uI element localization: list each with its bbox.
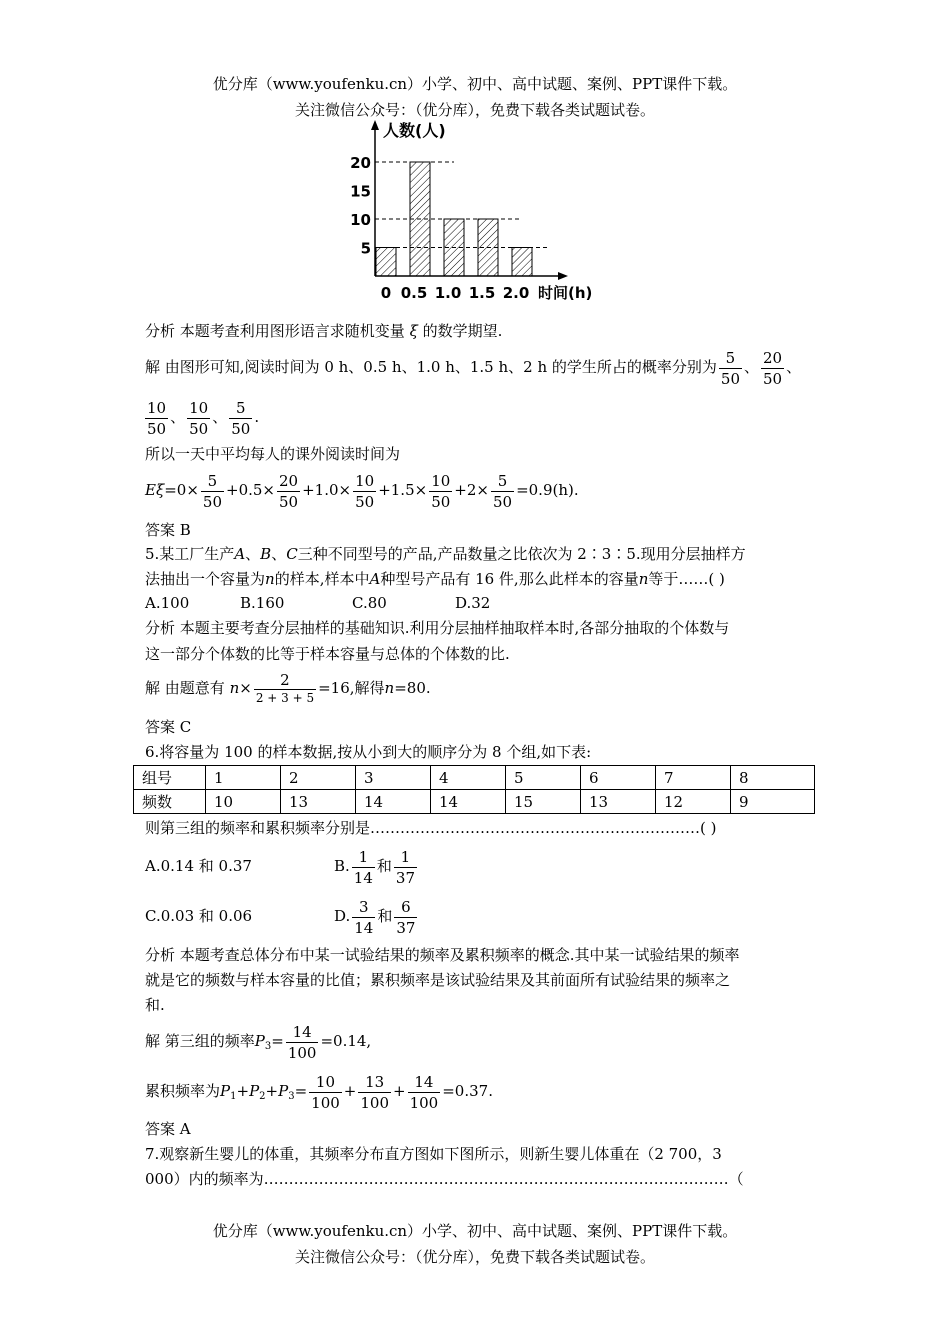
q5-option-c: C.80	[352, 594, 387, 612]
q6-analysis-line-2: 就是它的频数与样本容量的比值；累积频率是该试验结果及其前面所有试验结果的频率之	[145, 971, 731, 989]
y-tick-label: 20	[350, 154, 371, 172]
table-cell: 14	[356, 790, 431, 814]
q7-stem-line-2: 000）内的频率为…………………………………………………………………………………（	[145, 1170, 744, 1188]
q6-analysis-line-1: 分析 本题考查总体分布中某一试验结果的频率及累积频率的概念.其中某一试验结果的频率	[145, 946, 740, 964]
table-row-frequency	[134, 790, 815, 814]
q5-option-b: B.160	[240, 594, 285, 612]
footer-line-2: 关注微信公众号：（优分库），免费下载各类试题试卷。	[294, 1248, 655, 1266]
y-tick-label: 15	[350, 182, 371, 201]
table-cell: 3	[356, 766, 431, 790]
q5-stem-line-1: 5.某工厂生产A、B、C三种不同型号的产品,产品数量之比依次为 2∶3∶5.现用分层抽样方	[145, 545, 746, 563]
table-cell: 7	[656, 766, 731, 790]
table-cell: 频数	[134, 790, 206, 814]
table-cell: 1	[206, 766, 281, 790]
q6-answer: 答案 A	[145, 1120, 191, 1138]
x-tick-label: 1.0	[434, 284, 462, 302]
q4-answer: 答案 B	[145, 521, 191, 539]
q5-option-d: D.32	[455, 594, 491, 612]
q6-option-a: A.0.14 和 0.37	[145, 857, 252, 875]
footer-line-1: 优分库（www.youfenku.cn）小学、初中、高中试题、案例、PPT课件下载。	[212, 1222, 738, 1240]
y-axis-arrow	[371, 120, 379, 130]
y-tick-label: 10	[350, 211, 371, 229]
x-tick-label: 0.5	[400, 284, 428, 302]
y-axis-label: 人数(人)	[383, 121, 446, 140]
table-cell: 5	[506, 766, 581, 790]
table-cell: 10	[206, 790, 281, 814]
q6-stem: 6.将容量为 100 的样本数据,按从小到大的顺序分为 8 个组,如下表:	[145, 743, 592, 761]
q4-analysis: 分析 本题考查利用图形语言求随机变量 ξ 的数学期望.	[145, 322, 503, 340]
q6-solution-line-2: 累积频率为$P_1+P_2+P_3=$ $\frac{10}{100}$ + $\frac{13}{100}$ + $\frac{14}{100}$ =0.37.	[145, 1072, 493, 1112]
table-cell: 14	[431, 790, 506, 814]
table-cell: 2	[281, 766, 356, 790]
x-tick-label: 0	[380, 284, 392, 302]
bar-2.0	[512, 248, 532, 277]
table-cell: 6	[581, 766, 656, 790]
q5-answer: 答案 C	[145, 718, 192, 736]
table-row-group-number	[134, 766, 815, 790]
q6-option-c: C.0.03 和 0.06	[145, 907, 253, 925]
q4-expectation: Eξ=0× $\frac{5}{50}$ +0.5× $\frac{20}{50}$ +1.0× $\frac{10}{50}$ +1.5× $\frac{10}{50}$ +2× $\frac{5}{50}$ =0.9(h).	[145, 471, 579, 511]
x-axis-label: 时间(h)	[538, 284, 593, 302]
q6-question: 则第三组的频率和累积频率分别是…………………………………………………………( )	[145, 819, 717, 837]
y-tick-label: 5	[360, 239, 371, 258]
x-axis-arrow	[558, 272, 568, 280]
table-cell: 8	[731, 766, 815, 790]
table-cell: 9	[731, 790, 815, 814]
header-line-1: 优分库（www.youfenku.cn）小学、初中、高中试题、案例、PPT课件下载。	[212, 75, 738, 93]
table-cell: 4	[431, 766, 506, 790]
q6-option-b: B. $\frac{1}{14}$ 和 $\frac{1}{37}$	[334, 847, 415, 887]
q4-average-text: 所以一天中平均每人的课外阅读时间为	[145, 445, 401, 463]
header-line-2: 关注微信公众号：（优分库），免费下载各类试题试卷。	[294, 101, 655, 119]
bar-0	[376, 248, 396, 277]
q5-stem-line-2: 法抽出一个容量为n的样本,样本中A种型号产品有 16 件,那么此样本的容量n等于……( )	[145, 570, 725, 588]
q7-stem-line-1: 7.观察新生婴儿的体重，其频率分布直方图如下图所示，则新生婴儿体重在（2 700，3	[145, 1145, 722, 1163]
q5-analysis-line-2: 这一部分个体数的比等于样本容量与总体的个体数的比.	[145, 645, 510, 663]
table-cell: 13	[581, 790, 656, 814]
q5-analysis-line-1: 分析 本题主要考查分层抽样的基础知识.利用分层抽样抽取样本时,各部分抽取的个体数与	[145, 619, 730, 637]
reading-time-histogram	[340, 118, 610, 306]
q5-solution: 解 由题意有 n× $\frac{2}{2 + 3 + 5}$ =16,解得n=80.	[145, 670, 431, 705]
table-cell: 13	[281, 790, 356, 814]
q6-analysis-line-3: 和.	[145, 996, 165, 1014]
q4-solution-line-2: $\frac{10}{50}$ 、 $\frac{10}{50}$ 、 $\frac{5}{50}$ .	[147, 398, 260, 438]
x-tick-label: 2.0	[502, 284, 530, 302]
x-tick-label: 1.5	[468, 284, 496, 302]
q5-option-a: A.100	[145, 594, 190, 612]
q6-option-d: D. $\frac{3}{14}$ 和 $\frac{6}{37}$	[334, 897, 416, 937]
table-cell: 组号	[134, 766, 206, 790]
table-cell: 15	[506, 790, 581, 814]
q6-solution-line-1: 解 第三组的频率$P_3=$ $\frac{14}{100}$ =0.14,	[145, 1022, 372, 1062]
q4-solution-line-1: 解 由图形可知,阅读时间为 0 h、0.5 h、1.0 h、1.5 h、2 h 的学生所占的概率分别为 $\frac{5}{50}$ 、 $\frac{20}{50}$ 、	[145, 348, 802, 388]
table-cell: 12	[656, 790, 731, 814]
frequency-table	[133, 765, 815, 814]
